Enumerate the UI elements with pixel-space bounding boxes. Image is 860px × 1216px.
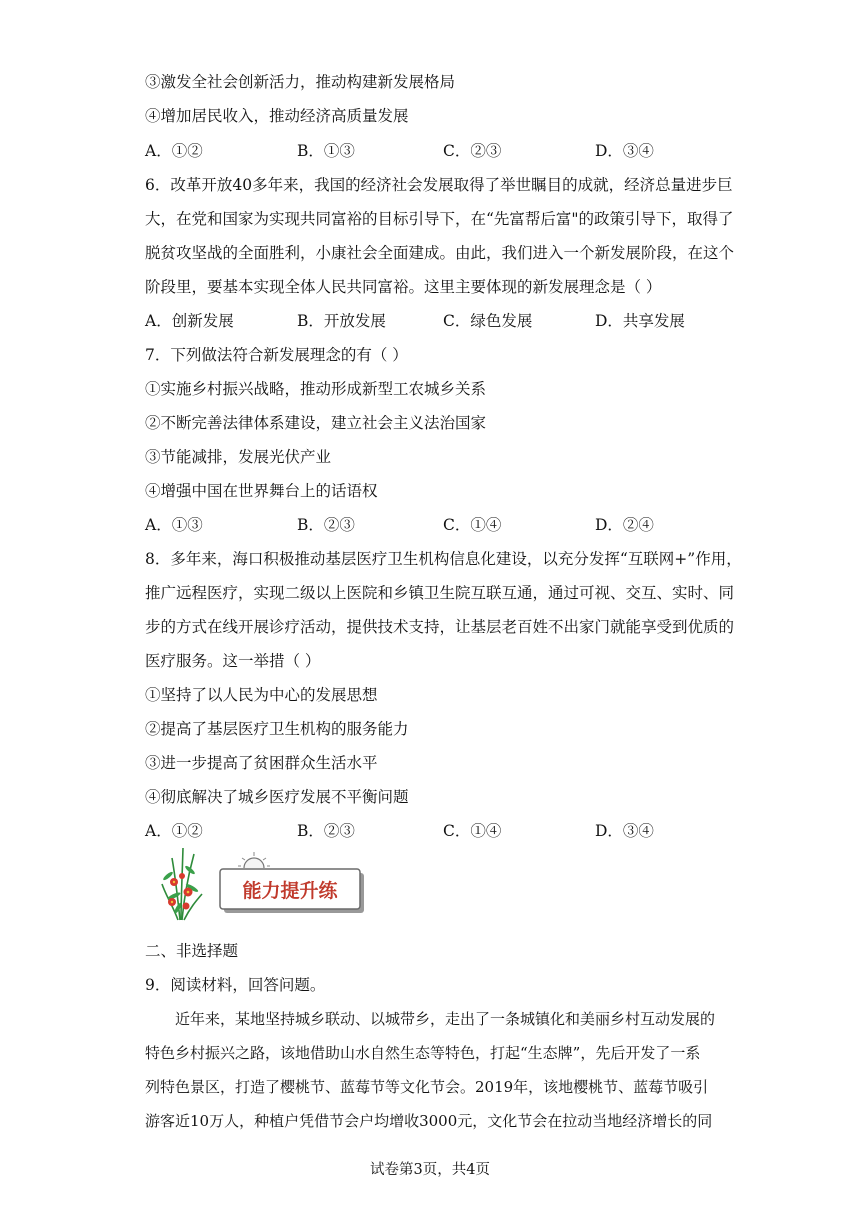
q6-stem-line-2: 大，在党和国家为实现共同富裕的目标引导下，在“先富帮后富"的政策引导下，取得了 [145, 210, 734, 228]
page-footer: 试卷第3页，共4页 [370, 1162, 490, 1178]
q8-item-4: ④彻底解决了城乡医疗发展不平衡问题 [145, 788, 409, 806]
q7-option-b[interactable]: B．②③ [297, 516, 355, 534]
q7-options [145, 515, 765, 535]
q6-option-d[interactable]: D．共享发展 [595, 312, 685, 330]
material-line-1: 近年来，某地坚持城乡联动、以城带乡，走出了一条城镇化和美丽乡村互动发展的 [175, 1010, 716, 1028]
q6-option-b[interactable]: B．开放发展 [297, 312, 386, 330]
q5-option-d[interactable]: D．③④ [595, 142, 654, 160]
q7-item-3: ③节能减排，发展光伏产业 [145, 448, 332, 466]
q8-item-3: ③进一步提高了贫困群众生活水平 [145, 754, 378, 772]
q7-option-c[interactable]: C．①④ [443, 516, 502, 534]
q8-option-b[interactable]: B．②③ [297, 822, 355, 840]
material-line-2: 特色乡村振兴之路，该地借助山水自然生态等特色，打起“生态牌”，先后开发了一系 [145, 1044, 701, 1062]
q5-option-b[interactable]: B．①③ [297, 142, 355, 160]
q7-item-4: ④增强中国在世界舞台上的话语权 [145, 482, 378, 500]
q8-stem-line-3: 步的方式在线开展诊疗活动，提供技术支持，让基层老百姓不出家门就能享受到优质的 [145, 618, 735, 636]
q9-stem: 9．阅读材料，回答问题。 [145, 976, 326, 994]
q6-option-c[interactable]: C．绿色发展 [443, 312, 533, 330]
q5-option-a[interactable]: A．①② [145, 142, 203, 160]
q5-option-c[interactable]: C．②③ [443, 142, 502, 160]
q7-item-2: ②不断完善法律体系建设，建立社会主义法治国家 [145, 414, 487, 432]
q5-item-4: ④增加居民收入，推动经济高质量发展 [145, 107, 409, 125]
ability-badge [158, 846, 368, 922]
material-line-4: 游客近10万人，种植户凭借节会户均增收3000元，文化节会在拉动当地经济增长的同 [145, 1112, 713, 1130]
q8-stem-line-2: 推广远程医疗，实现二级以上医院和乡镇卫生院互联互通，通过可视、交互、实时、同 [145, 584, 735, 602]
q6-stem-line-3: 脱贫攻坚战的全面胜利，小康社会全面建成。由此，我们进入一个新发展阶段，在这个 [145, 244, 735, 262]
q8-option-c[interactable]: C．①④ [443, 822, 502, 840]
q8-stem-line-4: 医疗服务。这一举措（ ） [145, 652, 321, 670]
section-heading: 二、非选择题 [145, 942, 239, 960]
badge-text: 能力提升练 [242, 880, 338, 902]
q6-option-a[interactable]: A．创新发展 [145, 312, 234, 330]
q5-options [145, 141, 765, 161]
q8-option-a[interactable]: A．①② [145, 822, 203, 840]
flower-sun-banner-icon [158, 846, 368, 922]
q7-option-a[interactable]: A．①③ [145, 516, 203, 534]
q7-stem: 7．下列做法符合新发展理念的有（ ） [145, 346, 408, 364]
q7-item-1: ①实施乡村振兴战略，推动形成新型工农城乡关系 [145, 380, 487, 398]
q8-option-d[interactable]: D．③④ [595, 822, 654, 840]
q8-item-2: ②提高了基层医疗卫生机构的服务能力 [145, 720, 409, 738]
q8-item-1: ①坚持了以人民为中心的发展思想 [145, 686, 378, 704]
q6-options [145, 311, 765, 331]
q5-item-3: ③激发全社会创新活力，推动构建新发展格局 [145, 73, 456, 91]
q6-stem-line-1: 6．改革开放40多年来，我国的经济社会发展取得了举世瞩目的成就，经济总量进步巨 [145, 176, 733, 194]
q7-option-d[interactable]: D．②④ [595, 516, 654, 534]
q8-stem-line-1: 8．多年来，海口积极推动基层医疗卫生机构信息化建设，以充分发挥“互联网+”作用， [145, 550, 742, 568]
material-line-3: 列特色景区，打造了樱桃节、蓝莓节等文化节会。2019年，该地樱桃节、蓝莓节吸引 [145, 1078, 709, 1096]
q6-stem-line-4: 阶段里，要基本实现全体人民共同富裕。这里主要体现的新发展理念是（ ） [145, 278, 662, 296]
q8-options [145, 821, 765, 841]
